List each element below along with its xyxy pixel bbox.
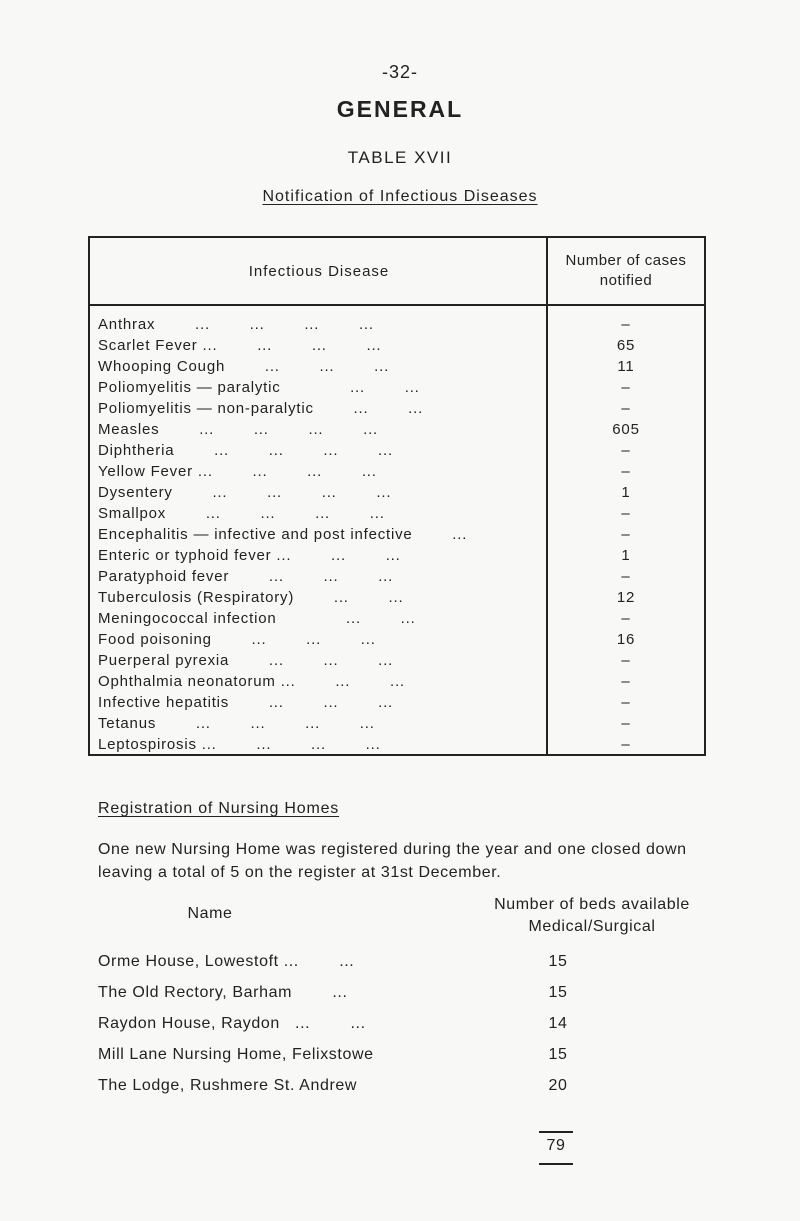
disease-name: Anthrax ... ... ... ... <box>98 316 374 333</box>
table-row <box>98 398 698 419</box>
table-subtitle <box>0 188 800 206</box>
table-row <box>98 524 698 545</box>
table-row <box>98 419 698 440</box>
table-row <box>98 692 698 713</box>
table-row <box>98 671 698 692</box>
disease-name: Ophthalmia neonatorum ... ... ... <box>98 673 405 690</box>
table-row <box>98 335 698 356</box>
disease-name: Diphtheria ... ... ... ... <box>98 442 393 459</box>
list-item <box>98 953 698 984</box>
nursing-home-name: Raydon House, Raydon ... ... <box>98 1015 366 1032</box>
beds-total: 79 <box>546 1137 566 1154</box>
disease-name: Scarlet Fever ... ... ... ... <box>98 337 382 354</box>
cases-notified: – <box>621 505 631 522</box>
registration-text: One new Nursing Home was registered during the year and one closed down leaving a total of 5 on the register at 31st December. <box>98 841 687 881</box>
cases-notified: 1 <box>621 547 631 564</box>
disease-name: Food poisoning ... ... ... <box>98 631 376 648</box>
cases-notified: 65 <box>616 337 636 354</box>
table-row <box>98 713 698 734</box>
table-row <box>98 482 698 503</box>
cases-notified: – <box>621 442 631 459</box>
list-item <box>98 984 698 1015</box>
nursing-home-name: Mill Lane Nursing Home, Felixstowe <box>98 1046 374 1063</box>
disease-name: Poliomyelitis — non-paralytic ... ... <box>98 400 424 417</box>
page-number: -32- <box>381 62 418 82</box>
header-infectious-disease: Infectious Disease <box>248 262 390 280</box>
cases-notified: – <box>621 400 631 417</box>
total-rule-bottom <box>539 1163 573 1165</box>
table-row <box>98 608 698 629</box>
cases-notified: – <box>621 463 631 480</box>
header-beds-line2: Medical/Surgical <box>528 918 656 935</box>
table-row <box>98 566 698 587</box>
list-item <box>98 1046 698 1077</box>
disease-name: Puerperal pyrexia ... ... ... <box>98 652 394 669</box>
disease-name: Measles ... ... ... ... <box>98 421 379 438</box>
table-subtitle-text: Notification of Infectious Diseases <box>262 188 538 205</box>
cases-notified: – <box>621 736 631 753</box>
beds-available: 14 <box>548 1015 568 1032</box>
table-header-row <box>90 238 704 306</box>
table-row <box>98 377 698 398</box>
header-count-line1: Number of cases <box>565 252 687 269</box>
beds-available: 15 <box>548 953 568 970</box>
page-title: GENERAL <box>336 96 464 122</box>
nursing-home-rows <box>98 953 698 1108</box>
header-beds <box>462 894 722 938</box>
registration-heading: Registration of Nursing Homes <box>98 800 340 817</box>
cases-notified: 11 <box>617 358 635 375</box>
disease-name: Infective hepatitis ... ... ... <box>98 694 394 711</box>
disease-name: Leptospirosis ... ... ... ... <box>98 736 381 753</box>
table-label: TABLE XVII <box>347 148 453 167</box>
table-row <box>98 461 698 482</box>
disease-rows <box>98 314 698 755</box>
cases-notified: – <box>621 673 631 690</box>
disease-name: Whooping Cough ... ... ... <box>98 358 390 375</box>
total-rule-top <box>539 1131 573 1133</box>
cases-notified: 16 <box>616 631 636 648</box>
table-row <box>98 629 698 650</box>
header-name: Name <box>187 905 233 922</box>
list-item <box>98 1077 698 1108</box>
cases-notified: – <box>621 610 631 627</box>
disease-name: Tetanus ... ... ... ... <box>98 715 375 732</box>
beds-available: 15 <box>548 984 568 1001</box>
disease-name: Dysentery ... ... ... ... <box>98 484 392 501</box>
infectious-disease-table <box>88 236 706 756</box>
table-row <box>98 314 698 335</box>
cases-notified: 1 <box>621 484 631 501</box>
disease-name: Smallpox ... ... ... ... <box>98 505 385 522</box>
table-row <box>98 587 698 608</box>
table-row <box>98 734 698 755</box>
disease-name: Poliomyelitis — paralytic ... ... <box>98 379 420 396</box>
cases-notified: – <box>621 526 631 543</box>
nursing-home-name: The Lodge, Rushmere St. Andrew <box>98 1077 358 1094</box>
nursing-home-name: Orme House, Lowestoft ... ... <box>98 953 355 970</box>
header-count-line2: notified <box>599 272 653 289</box>
table-row <box>98 440 698 461</box>
beds-available: 15 <box>548 1046 568 1063</box>
table-row <box>98 356 698 377</box>
disease-name: Yellow Fever ... ... ... ... <box>98 463 377 480</box>
header-number-of-cases <box>548 238 704 304</box>
disease-name: Encephalitis — infective and post infective ... <box>98 526 468 543</box>
nursing-home-name: The Old Rectory, Barham ... <box>98 984 348 1001</box>
cases-notified: – <box>621 694 631 711</box>
cases-notified: 12 <box>616 589 636 606</box>
list-item <box>98 1015 698 1046</box>
table-row <box>98 650 698 671</box>
table-row <box>98 545 698 566</box>
disease-name: Tuberculosis (Respiratory) ... ... <box>98 589 404 606</box>
cases-notified: – <box>621 715 631 732</box>
beds-available: 20 <box>548 1077 568 1094</box>
cases-notified: 605 <box>612 421 640 438</box>
cases-notified: – <box>621 316 631 333</box>
cases-notified: – <box>621 652 631 669</box>
disease-name: Paratyphoid fever ... ... ... <box>98 568 394 585</box>
disease-name: Meningococcal infection ... ... <box>98 610 416 627</box>
disease-name: Enteric or typhoid fever ... ... ... <box>98 547 401 564</box>
header-beds-line1: Number of beds available <box>494 896 690 913</box>
cases-notified: – <box>621 568 631 585</box>
cases-notified: – <box>621 379 631 396</box>
table-row <box>98 503 698 524</box>
